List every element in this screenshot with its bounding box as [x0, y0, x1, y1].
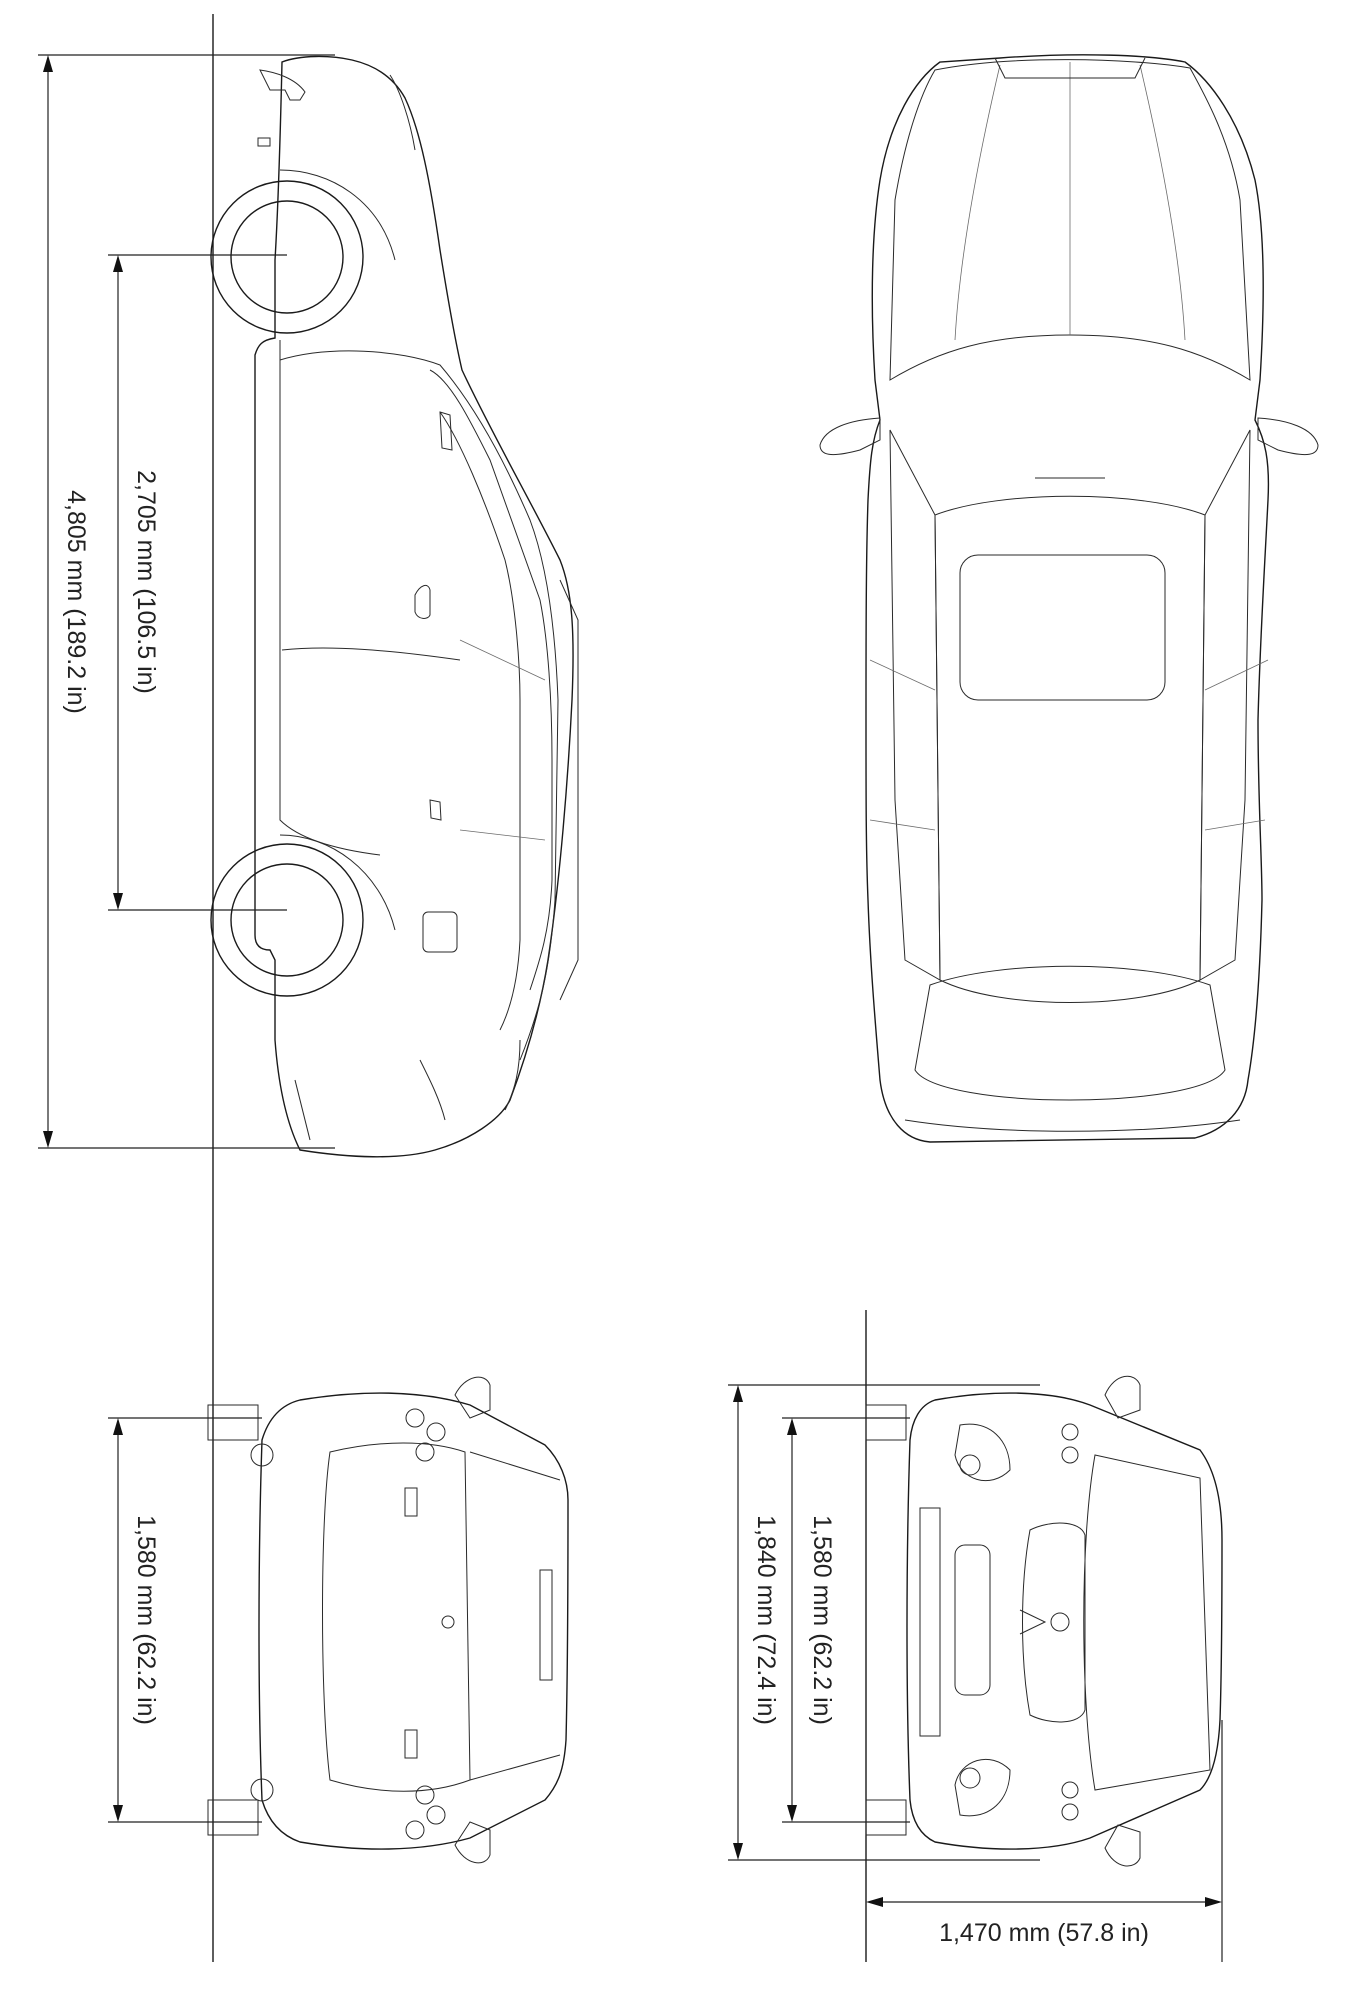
rear-track-label: 1,580 mm (62.2 in): [132, 1515, 160, 1725]
top-view: [820, 55, 1318, 1142]
overall-height-label: 1,470 mm (57.8 in): [939, 1919, 1149, 1947]
wheelbase-label: 2,705 mm (106.5 in): [132, 470, 160, 694]
rear-view: [208, 1377, 568, 1863]
front-track-label: 1,580 mm (62.2 in): [808, 1515, 836, 1725]
overall-length-label: 4,805 mm (189.2 in): [62, 490, 90, 714]
side-view: [211, 56, 578, 1156]
rear-track-dimension-line: [108, 1418, 262, 1822]
front-view: [866, 1376, 1222, 1866]
overall-width-label: 1,840 mm (72.4 in): [752, 1515, 780, 1725]
front-track-dimension-line: [782, 1418, 910, 1822]
